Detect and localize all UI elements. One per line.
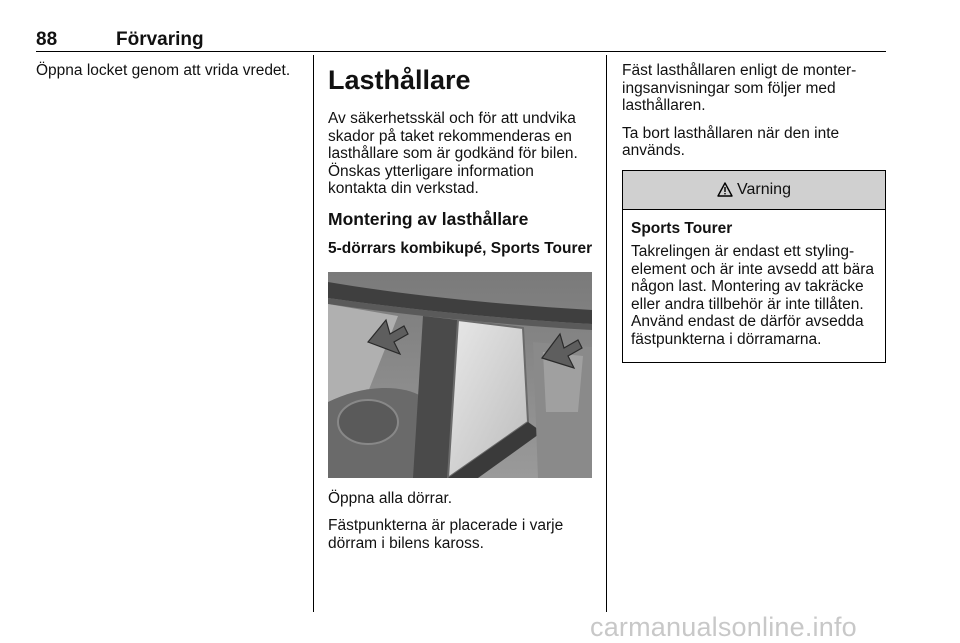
page-header [36, 28, 886, 52]
step-open-doors: Öppna alla dörrar. [328, 489, 453, 507]
column-divider [606, 55, 607, 612]
watermark: carmanualsonline.info [590, 612, 857, 642]
roof-rack-mounting-figure [328, 272, 592, 478]
warning-header [623, 171, 885, 210]
car-interior-illustration [328, 272, 592, 478]
warning-title: Varning [737, 180, 791, 198]
warning-body [623, 210, 885, 363]
body-text: Ta bort lasthållaren när den inte används. [622, 124, 840, 159]
section-title: Förvaring [116, 29, 204, 50]
intro-text: Av säkerhetsskäl och för att undvika skador på taket rekommenderas en lasthållare som är godkänd för bilen. Önskas ytterligare information kontakta din verkstad. [328, 110, 578, 197]
main-heading: Lasthållare [328, 65, 471, 95]
page-number: 88 [36, 29, 58, 50]
variant-heading: 5-dörrars kombikupé, Sports Tourer [328, 239, 593, 257]
warning-triangle-icon [717, 182, 733, 197]
column-2 [328, 62, 593, 562]
body-text: Fäst lasthållaren enligt de monter-ingsanvisningar som följer med lasthållaren. [622, 62, 857, 114]
warning-text: Takrelingen är endast ett styling-element och är inte avsedd att bära någon last. Montering av takräcke eller andra tillbehör är inte tillåten. Använd endast de därför avsedda fästpunkterna i dörramarna. [631, 243, 874, 348]
column-divider [313, 55, 314, 612]
body-text: Öppna locket genom att vrida vredet. [36, 62, 291, 79]
warning-subtitle: Sports Tourer [631, 219, 733, 237]
mounting-points-text: Fästpunkterna är placerade i varje dörram i bilens kaross. [328, 517, 564, 552]
column-3 [622, 62, 886, 363]
column-1 [36, 62, 308, 90]
sub-heading: Montering av lasthållare [328, 208, 529, 229]
header-rule [36, 51, 886, 52]
warning-box [622, 170, 886, 364]
